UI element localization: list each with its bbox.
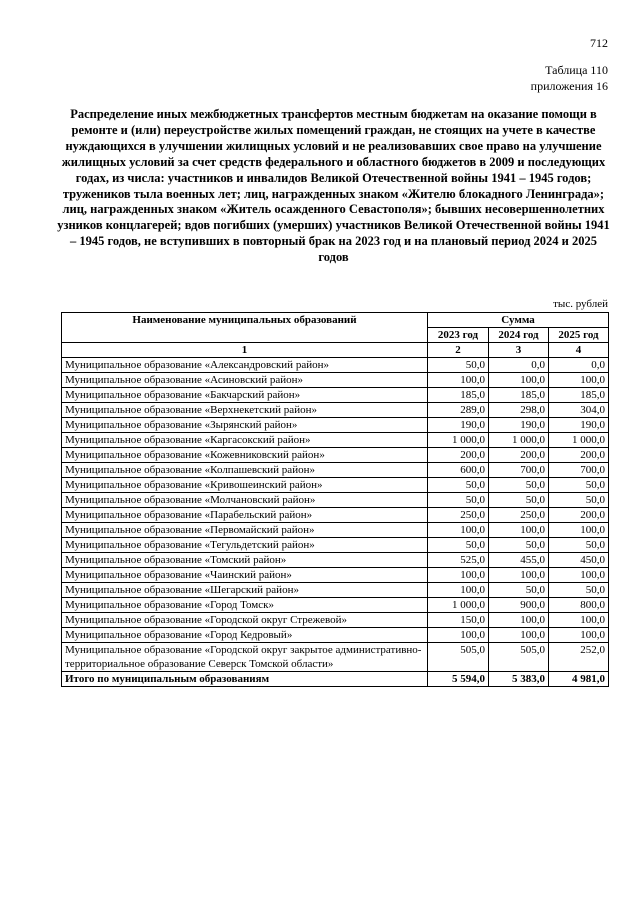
- amount-2025: 100,0: [549, 628, 609, 643]
- amount-2023: 505,0: [428, 643, 489, 672]
- municipality-name: Муниципальное образование «Кривошеинский район»: [62, 478, 428, 493]
- amount-2025: 200,0: [549, 508, 609, 523]
- table-row: [62, 433, 609, 448]
- header-year-2025: 2025 год: [549, 328, 609, 343]
- table-row: [62, 538, 609, 553]
- amount-2023: 289,0: [428, 403, 489, 418]
- amount-2024: 190,0: [489, 418, 549, 433]
- amount-2025: 304,0: [549, 403, 609, 418]
- amount-2023: 1 000,0: [428, 433, 489, 448]
- table-row: [62, 508, 609, 523]
- amount-2024: 1 000,0: [489, 433, 549, 448]
- column-number-1: 1: [62, 343, 428, 358]
- amount-2024: 100,0: [489, 523, 549, 538]
- budget-table: [61, 312, 609, 687]
- amount-2023: 150,0: [428, 613, 489, 628]
- total-2025: 4 981,0: [549, 672, 609, 687]
- municipality-name: Муниципальное образование «Первомайский район»: [62, 523, 428, 538]
- table-row: [62, 358, 609, 373]
- municipality-name: Муниципальное образование «Зырянский район»: [62, 418, 428, 433]
- amount-2025: 0,0: [549, 358, 609, 373]
- total-2024: 5 383,0: [489, 672, 549, 687]
- amount-2025: 800,0: [549, 598, 609, 613]
- table-row: [62, 613, 609, 628]
- amount-2025: 100,0: [549, 613, 609, 628]
- municipality-name: Муниципальное образование «Колпашевский район»: [62, 463, 428, 478]
- amount-2025: 700,0: [549, 463, 609, 478]
- amount-2025: 50,0: [549, 493, 609, 508]
- table-row: [62, 583, 609, 598]
- table-row: [62, 553, 609, 568]
- appendix-number: приложения 16: [530, 79, 608, 93]
- total-label: Итого по муниципальным образованиям: [62, 672, 428, 687]
- table-row: [62, 388, 609, 403]
- amount-2023: 185,0: [428, 388, 489, 403]
- municipality-name: Муниципальное образование «Асиновский район»: [62, 373, 428, 388]
- page-number: 712: [590, 36, 608, 50]
- municipality-name: Муниципальное образование «Шегарский район»: [62, 583, 428, 598]
- municipality-name: Муниципальное образование «Кожевниковский район»: [62, 448, 428, 463]
- amount-2025: 450,0: [549, 553, 609, 568]
- header-year-2023: 2023 год: [428, 328, 489, 343]
- amount-2023: 50,0: [428, 358, 489, 373]
- municipality-name: Муниципальное образование «Парабельский район»: [62, 508, 428, 523]
- amount-2025: 190,0: [549, 418, 609, 433]
- table-row: [62, 643, 609, 672]
- amount-2023: 600,0: [428, 463, 489, 478]
- table-row: [62, 403, 609, 418]
- table-reference: Таблица 110: [545, 63, 608, 77]
- amount-2023: 100,0: [428, 373, 489, 388]
- document-title: Распределение иных межбюджетных трансфертов местным бюджетам на оказание помощи в ремонте и (или) переустройстве жилых помещений граждан, не стоящих на учете в качестве нуждающихся в улучшении жилищных условий и не реализовавших свое право на улучшение жилищных условий за счет средств федерального и областного бюджетов в 2009 и последующих годах, из числа: участников и инвалидов Великой Отечественной войны 1941 – 1945 годов; тружеников тыла военных лет; лиц, награжденных знаком «Жителю блокадного Ленинграда»; лиц, награжденных знаком «Житель осажденного Севастополя»; бывших несовершеннолетних узников концлагерей; вдов погибших (умерших) участников Великой Отечественной войны 1941 – 1945 годов, не вступивших в повторный брак на 2023 год и на плановый период 2024 и 2025 годов: [57, 107, 610, 265]
- amount-2024: 455,0: [489, 553, 549, 568]
- amount-2024: 50,0: [489, 583, 549, 598]
- amount-2024: 50,0: [489, 493, 549, 508]
- amount-2024: 100,0: [489, 568, 549, 583]
- municipality-name: Муниципальное образование «Тегульдетский район»: [62, 538, 428, 553]
- municipality-name: Муниципальное образование «Бакчарский район»: [62, 388, 428, 403]
- column-number-3: 3: [489, 343, 549, 358]
- amount-2024: 50,0: [489, 538, 549, 553]
- table-row: [62, 373, 609, 388]
- amount-2024: 100,0: [489, 613, 549, 628]
- municipality-name: Муниципальное образование «Городской округ Стрежевой»: [62, 613, 428, 628]
- header-sum: Сумма: [428, 313, 609, 328]
- table-row: [62, 478, 609, 493]
- amount-2025: 100,0: [549, 568, 609, 583]
- column-number-4: 4: [549, 343, 609, 358]
- amount-2024: 185,0: [489, 388, 549, 403]
- header-municipality-name: Наименование муниципальных образований: [62, 313, 428, 343]
- municipality-name: Муниципальное образование «Город Томск»: [62, 598, 428, 613]
- municipality-name: Муниципальное образование «Городской округ закрытое административно-территориальное образование Северск Томской области»: [62, 643, 428, 672]
- amount-2024: 0,0: [489, 358, 549, 373]
- amount-2023: 190,0: [428, 418, 489, 433]
- amount-2023: 50,0: [428, 478, 489, 493]
- amount-2025: 185,0: [549, 388, 609, 403]
- amount-2024: 250,0: [489, 508, 549, 523]
- amount-2023: 200,0: [428, 448, 489, 463]
- table-row: [62, 523, 609, 538]
- municipality-name: Муниципальное образование «Город Кедровый»: [62, 628, 428, 643]
- municipality-name: Муниципальное образование «Александровский район»: [62, 358, 428, 373]
- amount-2023: 100,0: [428, 628, 489, 643]
- amount-2024: 100,0: [489, 628, 549, 643]
- units-label: тыс. рублей: [553, 298, 608, 310]
- amount-2023: 1 000,0: [428, 598, 489, 613]
- amount-2024: 700,0: [489, 463, 549, 478]
- amount-2023: 100,0: [428, 523, 489, 538]
- table-row: [62, 628, 609, 643]
- amount-2024: 100,0: [489, 373, 549, 388]
- amount-2024: 900,0: [489, 598, 549, 613]
- amount-2025: 50,0: [549, 583, 609, 598]
- appendix-reference: [531, 62, 608, 94]
- amount-2024: 505,0: [489, 643, 549, 672]
- table-row: [62, 418, 609, 433]
- amount-2023: 100,0: [428, 583, 489, 598]
- amount-2025: 50,0: [549, 538, 609, 553]
- total-row: [62, 672, 609, 687]
- amount-2024: 50,0: [489, 478, 549, 493]
- municipality-name: Муниципальное образование «Верхнекетский район»: [62, 403, 428, 418]
- table-row: [62, 568, 609, 583]
- table-row: [62, 463, 609, 478]
- amount-2024: 200,0: [489, 448, 549, 463]
- column-number-2: 2: [428, 343, 489, 358]
- table-row: [62, 598, 609, 613]
- amount-2023: 100,0: [428, 568, 489, 583]
- amount-2023: 525,0: [428, 553, 489, 568]
- amount-2023: 50,0: [428, 493, 489, 508]
- amount-2025: 100,0: [549, 373, 609, 388]
- amount-2023: 250,0: [428, 508, 489, 523]
- amount-2025: 50,0: [549, 478, 609, 493]
- amount-2025: 1 000,0: [549, 433, 609, 448]
- table-row: [62, 493, 609, 508]
- municipality-name: Муниципальное образование «Каргасокский район»: [62, 433, 428, 448]
- municipality-name: Муниципальное образование «Томский район»: [62, 553, 428, 568]
- amount-2024: 298,0: [489, 403, 549, 418]
- total-2023: 5 594,0: [428, 672, 489, 687]
- header-year-2024: 2024 год: [489, 328, 549, 343]
- amount-2025: 200,0: [549, 448, 609, 463]
- municipality-name: Муниципальное образование «Чаинский район»: [62, 568, 428, 583]
- amount-2025: 252,0: [549, 643, 609, 672]
- amount-2023: 50,0: [428, 538, 489, 553]
- municipality-name: Муниципальное образование «Молчановский район»: [62, 493, 428, 508]
- amount-2025: 100,0: [549, 523, 609, 538]
- table-row: [62, 448, 609, 463]
